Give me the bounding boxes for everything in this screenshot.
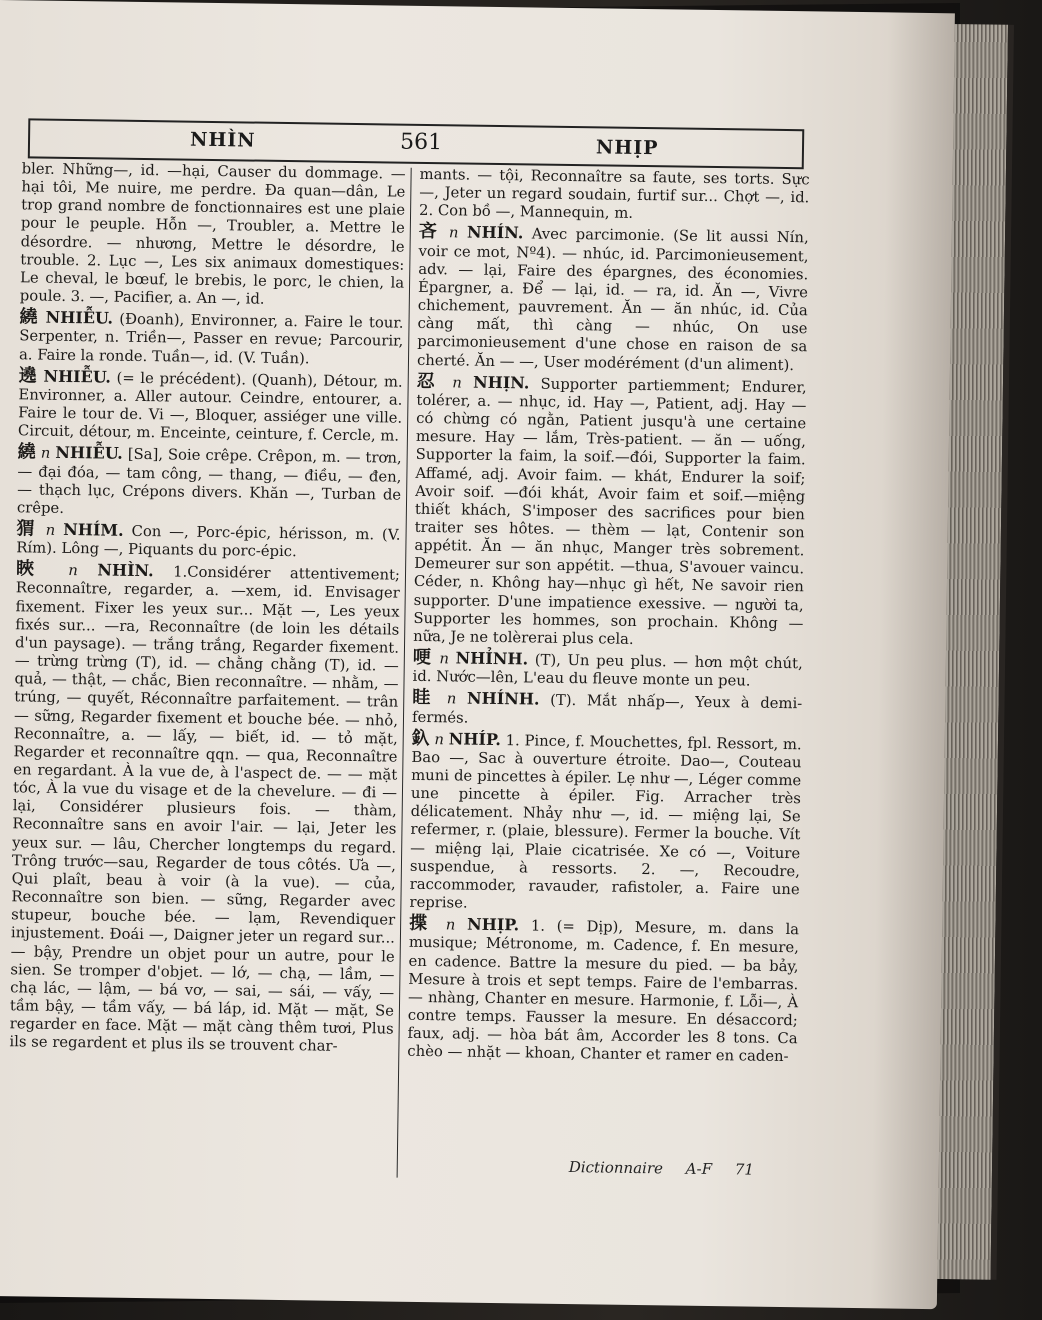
entry-headword: NHÌN. — [97, 560, 154, 581]
entry-pos: n — [45, 521, 56, 539]
entry-pos: n — [445, 916, 456, 934]
footer-volume: A-F — [685, 1159, 713, 1179]
entry-body: 1.Considérer attentivement; Reconnaître, regarder, a. —xem, id. Envisager fixement. Fixer les yeux sur... Mặt —, Les yeux fixés sur... —ra, Reconnaître (de loin les détails d'un paysage). — trắng trắng, Regarder fixement.— trừng trừng (T), id. — chằng chằng (T), id. — quả, — thật, — chắc, Bien reconnaître. — nhằm, — trúng, — quyết, Réconnaître parfaitement. — trân — sững, Regarder fixement et bouche bée. — nhỏ, Reconnaître, a. — lấy, — biết, id. — tỏ mặt, Regarder et reconnaître qqn. — qua, Reconnaître en regardant. À la vue de, à l'aspect de. — — mặt tóc, À la vue du visage et de la chevelure. — đi — lại, Considérer plusieurs fois. — thàm, Reconnaître sans en avoir l'air. — lại, Jeter les yeux sur. — lâu, Chercher longtemps du regard. Trông trước—sau, Regarder de tous côtés. Ưa —, Qui plaît, beau à voir (à la vue). — của, Reconnaître son bien. — sững, Regarder avec stupeur, bouche bée. — lạm, Revendiquer injustement. Đoái —, Daigner jeter un regard sur... — bậy, Prendre un objet pour un autre, pour le sien. Se tromper d'objet. — lớ, — chạ, — lầm, — chạ lác, — lậm, — bá vơ, — sai, — sái, — vấy, — tầm bậy, — tầm vấy, — bá láp, id. Mặt — mặt, Se regarder en face. Mặt — mặt càng thêm tươi, Plus ils se regardent et plus ils se trouvent char- — [9, 563, 401, 1056]
entry-body: (Đoanh), Environner, a. Faire le tour. Serpenter, n. Triền—, Passer en revue; Parcourir, a. Faire la ronde. Tuần—, id. (V. Tuần). — [18, 310, 404, 367]
entry-body: (= le précédent). (Quanh), Détour, m. Environner, a. Aller autour. Ceindre, entourer, a. Faire le tour de. Vi —, Bloquer, assiéger une ville. Circuit, détour, m. Enceinte, ceinture, f. Cercle, m. — [17, 369, 403, 445]
entry-headword: NHIỄU. — [45, 307, 114, 328]
entry-pos: n — [439, 650, 450, 668]
entry-nhinh-1 — [412, 646, 803, 692]
entry-continuation: mants. — tội, Reconnaître sa faute, ses torts. Sực —, Jeter un regard soudain, furtif sur... Chợt —, id. 2. Con bồ —, Mannequin, m. — [418, 165, 810, 223]
entry-headword: NHỊP. — [466, 914, 520, 935]
entry-headword: NHÍN. — [466, 223, 524, 243]
entry-headword: NHÍM. — [63, 519, 124, 540]
header-right-guideword: NHỊP — [595, 136, 659, 160]
entry-body: 1. Pince, f. Mouchettes, fpl. Ressort, m. Bao —, Sac à ouverture étroite. Dao—, Couteau muni de pincettes à épiler. Lẹ như —, Léger comme une pincette à épiler. Fig. Arracher très délicatement. Nhảy như —, id. — miệng lại, Se refermer, r. (plaie, blessure). Fermer la bouche. Vít — miệng lại, Plaie cicatrisée. Xe có —, Voiture suspendue, à ressorts. 2. —, Recoudre, raccommoder, ravauder, rafistoler, a. Faire une reprise. — [409, 731, 802, 912]
entry-headword: NHÍNH. — [466, 688, 540, 709]
entry-character: 釞 — [411, 727, 430, 749]
entry-body: 1. (= Dịp), Mesure, m. dans la musique; Métronome, m. Cadence, f. En mesure, en cadence. Battre la mesure du pied. — ba bảy, Mesure à trois et sept temps. Faire de l'embarras. — nhàng, Chanter en mesure. Harmonie, f. Lỗi—, À contre temps. Fausser la mesure. En désaccord; faux, adj. — hòa bát âm, Accorder les 8 tons. Ca chèo — nhặt — khoan, Chanter et ramer en caden- — [407, 917, 800, 1066]
entry-character: 忍 — [416, 370, 442, 392]
entry-character: 哽 — [412, 646, 433, 669]
entry-pos: n — [446, 690, 457, 708]
entry-body: (T), Un peu plus. — hơn một chút, id. Nước—lên, L'eau du fleuve monte un peu. — [412, 651, 803, 690]
entry-character: 吝 — [418, 221, 441, 243]
entry-nhip-2 — [407, 915, 799, 1067]
right-column — [407, 166, 809, 1067]
entry-body: Con —, Porc-épic, hérisson, m. (V. Rím). Lông —, Piquants du porc-épic. — [16, 522, 401, 561]
entry-nhim — [16, 520, 400, 563]
entry-nhin — [9, 558, 401, 1058]
entry-pos: n — [68, 562, 78, 580]
entry-character: 繞 — [19, 306, 40, 328]
footer-label: Dictionnaire — [568, 1158, 664, 1178]
entry-pos: n — [434, 730, 445, 748]
entry-character: 䀹 — [15, 558, 49, 581]
entry-nhieu-3 — [16, 441, 402, 523]
entry-continuation: bler. Những—, id. —hại, Causer du dommage. — hại tôi, Me nuire, me perdre. Đa quan—dân, Le trop grand nombre de fonctionnaires est une plaie pour le peuple. Hỗn —, Troubler, a. Mettre le désordre. — nhương, Mettre le désordre, le trouble. 2. Lục —, Les six animaux domestiques: Le cheval, le bœuf, le brebis, le porc, le chien, la poule. 3. —, Pacifier, a. An —, id. — [19, 160, 406, 308]
entry-nhin-3 — [413, 370, 807, 652]
entry-character: 眭 — [412, 687, 437, 709]
entry-body: Supporter partiemment; Endurer, tolérer, a. — nhục, id. Hay —, Patient, adj. Hay — có chừng có ngằn, Patient jusqu'à une certaine mesure. Hay — lắm, Très-patient. — ăn — uống, Supporter la faim, la soif.—đói, Supporter la faim. Affamé, adj. Avoir faim. — khát, Endurer la soif; Avoir soif. —đói khát, Avoir faim et soif.—miệng thiết khách, S'imposer des sacrifices pour bien traiter ses hôtes. — thèm — lạt, Contenir son appétit. Ăn — ăn nhục, Manger très sobrement. Demeurer sur son appétit. —thua, S'avouer vaincu. Céder, n. Không hay—nhục gì hết, Ne savoir rien supporter. D'une impatience exessive. — người ta, Supporter les hommes, son prochain. Không — nữa, Je ne tolèrerai plus cela. — [413, 375, 807, 648]
entry-pos: n — [452, 374, 462, 392]
signature-footer — [569, 1158, 772, 1179]
entry-character: 繞 — [17, 441, 37, 463]
entry-headword: NHÍP. — [448, 729, 502, 749]
entry-character: 遶 — [18, 365, 38, 387]
entry-nhip-1 — [409, 727, 802, 918]
entry-nhieu-1 — [18, 306, 404, 370]
entry-headword: NHIỄU. — [55, 443, 123, 464]
entry-nhinh-2 — [412, 689, 802, 732]
header-left-guideword: NHÌN — [189, 128, 256, 152]
entry-headword: NHIỄU. — [43, 366, 112, 387]
entry-pos: n — [40, 444, 51, 463]
entry-nhieu-2 — [18, 367, 403, 446]
entry-nhin-2 — [417, 223, 809, 375]
entry-headword: NHỈNH. — [455, 648, 529, 669]
entry-body: (T). Mắt nhấp—, Yeux à demi-fermés. — [411, 692, 803, 727]
entry-body: [Sa], Soie crêpe. Crêpon, m. — trơn, — đại đóa, — tam công, — thang, — điều, — đen, — thạch lục, Crépons divers. Khăn —, Turban de crêpe. — [16, 446, 402, 517]
entry-pos: n — [448, 224, 459, 242]
entry-body: Avec parcimonie. (Se lit aussi Nín, voir ce mot, Nº4). — nhúc, id. Parcimonieusement, adv. — lại, Faire des épargnes, des économies. Épargner, a. Để — lại, id. — ra, id. Ăn —, Vivre chichement, pauvrement. Ăn — ăn nhúc, id. Của càng mất, thì càng — nhúc, On use parcimonieusement d'une chose en raison de sa cherté. Ăn — —, User modérément (d'un aliment). — [416, 225, 809, 374]
left-column — [9, 160, 405, 1057]
footer-sheet: 71 — [734, 1160, 755, 1179]
page-number: 561 — [399, 129, 443, 156]
entry-character: 猬 — [16, 518, 38, 540]
entry-headword: NHỊN. — [472, 372, 530, 393]
entry-character: 揲 — [408, 913, 435, 935]
